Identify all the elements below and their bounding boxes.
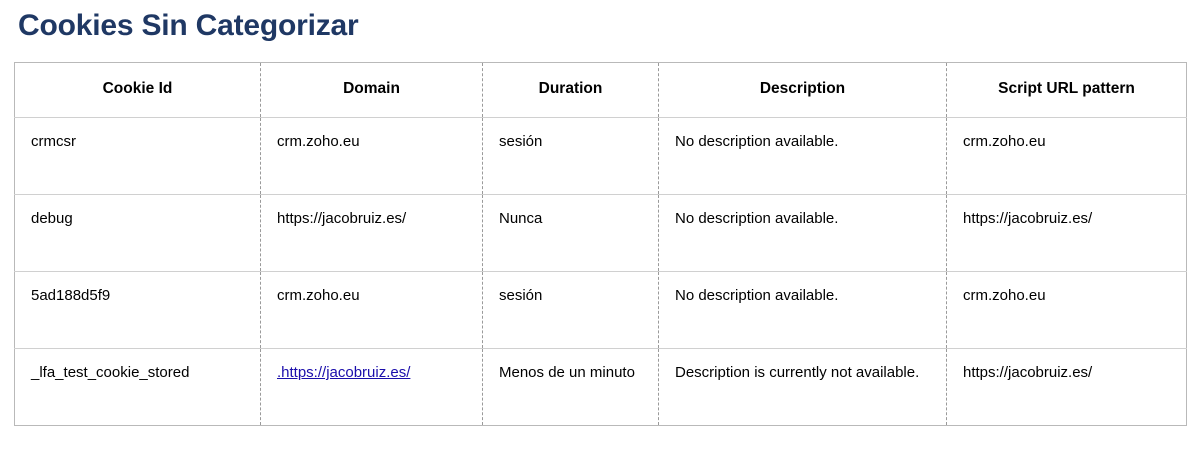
column-header-cookie-id: Cookie Id (15, 63, 261, 118)
table-row (15, 349, 1187, 426)
domain-link[interactable]: .https://jacobruiz.es/ (277, 364, 411, 381)
cell-description: Description is currently not available. (659, 349, 947, 426)
page-title: Cookies Sin Categorizar (18, 9, 359, 42)
cell-script-url: crm.zoho.eu (947, 272, 1187, 349)
cell-duration: sesión (483, 272, 659, 349)
cell-duration: Nunca (483, 195, 659, 272)
table-row (15, 272, 1187, 349)
cell-duration: Menos de un minuto (483, 349, 659, 426)
column-header-domain: Domain (261, 63, 483, 118)
cell-script-url: https://jacobruiz.es/ (963, 364, 1093, 381)
cell-domain: https://jacobruiz.es/ (261, 195, 483, 272)
cell-script-url: https://jacobruiz.es/ (947, 195, 1187, 272)
table-row (15, 118, 1187, 195)
column-header-duration: Duration (483, 63, 659, 118)
cell-cookie-id: crmcsr (15, 118, 261, 195)
cell-cookie-id: _lfa_test_cookie_stored (15, 349, 261, 426)
cell-description: No description available. (659, 195, 947, 272)
cell-domain: crm.zoho.eu (261, 272, 483, 349)
table-row (15, 195, 1187, 272)
uncategorized-cookies-table (14, 62, 1187, 426)
column-header-script-url-pattern: Script URL pattern (947, 63, 1187, 118)
cookie-policy-page (0, 6, 1200, 464)
table-header-row (15, 63, 1187, 118)
cell-description: No description available. (659, 272, 947, 349)
column-header-description: Description (659, 63, 947, 118)
cell-duration: sesión (483, 118, 659, 195)
cell-description: No description available. (659, 118, 947, 195)
table-body (15, 118, 1187, 426)
cell-domain (261, 349, 483, 426)
cell-cookie-id: 5ad188d5f9 (15, 272, 261, 349)
cell-domain: crm.zoho.eu (261, 118, 483, 195)
table-header (15, 63, 1187, 118)
uncategorized-cookies-table-wrapper (14, 62, 1186, 426)
cell-cookie-id: debug (15, 195, 261, 272)
cell-script-url: crm.zoho.eu (947, 118, 1187, 195)
